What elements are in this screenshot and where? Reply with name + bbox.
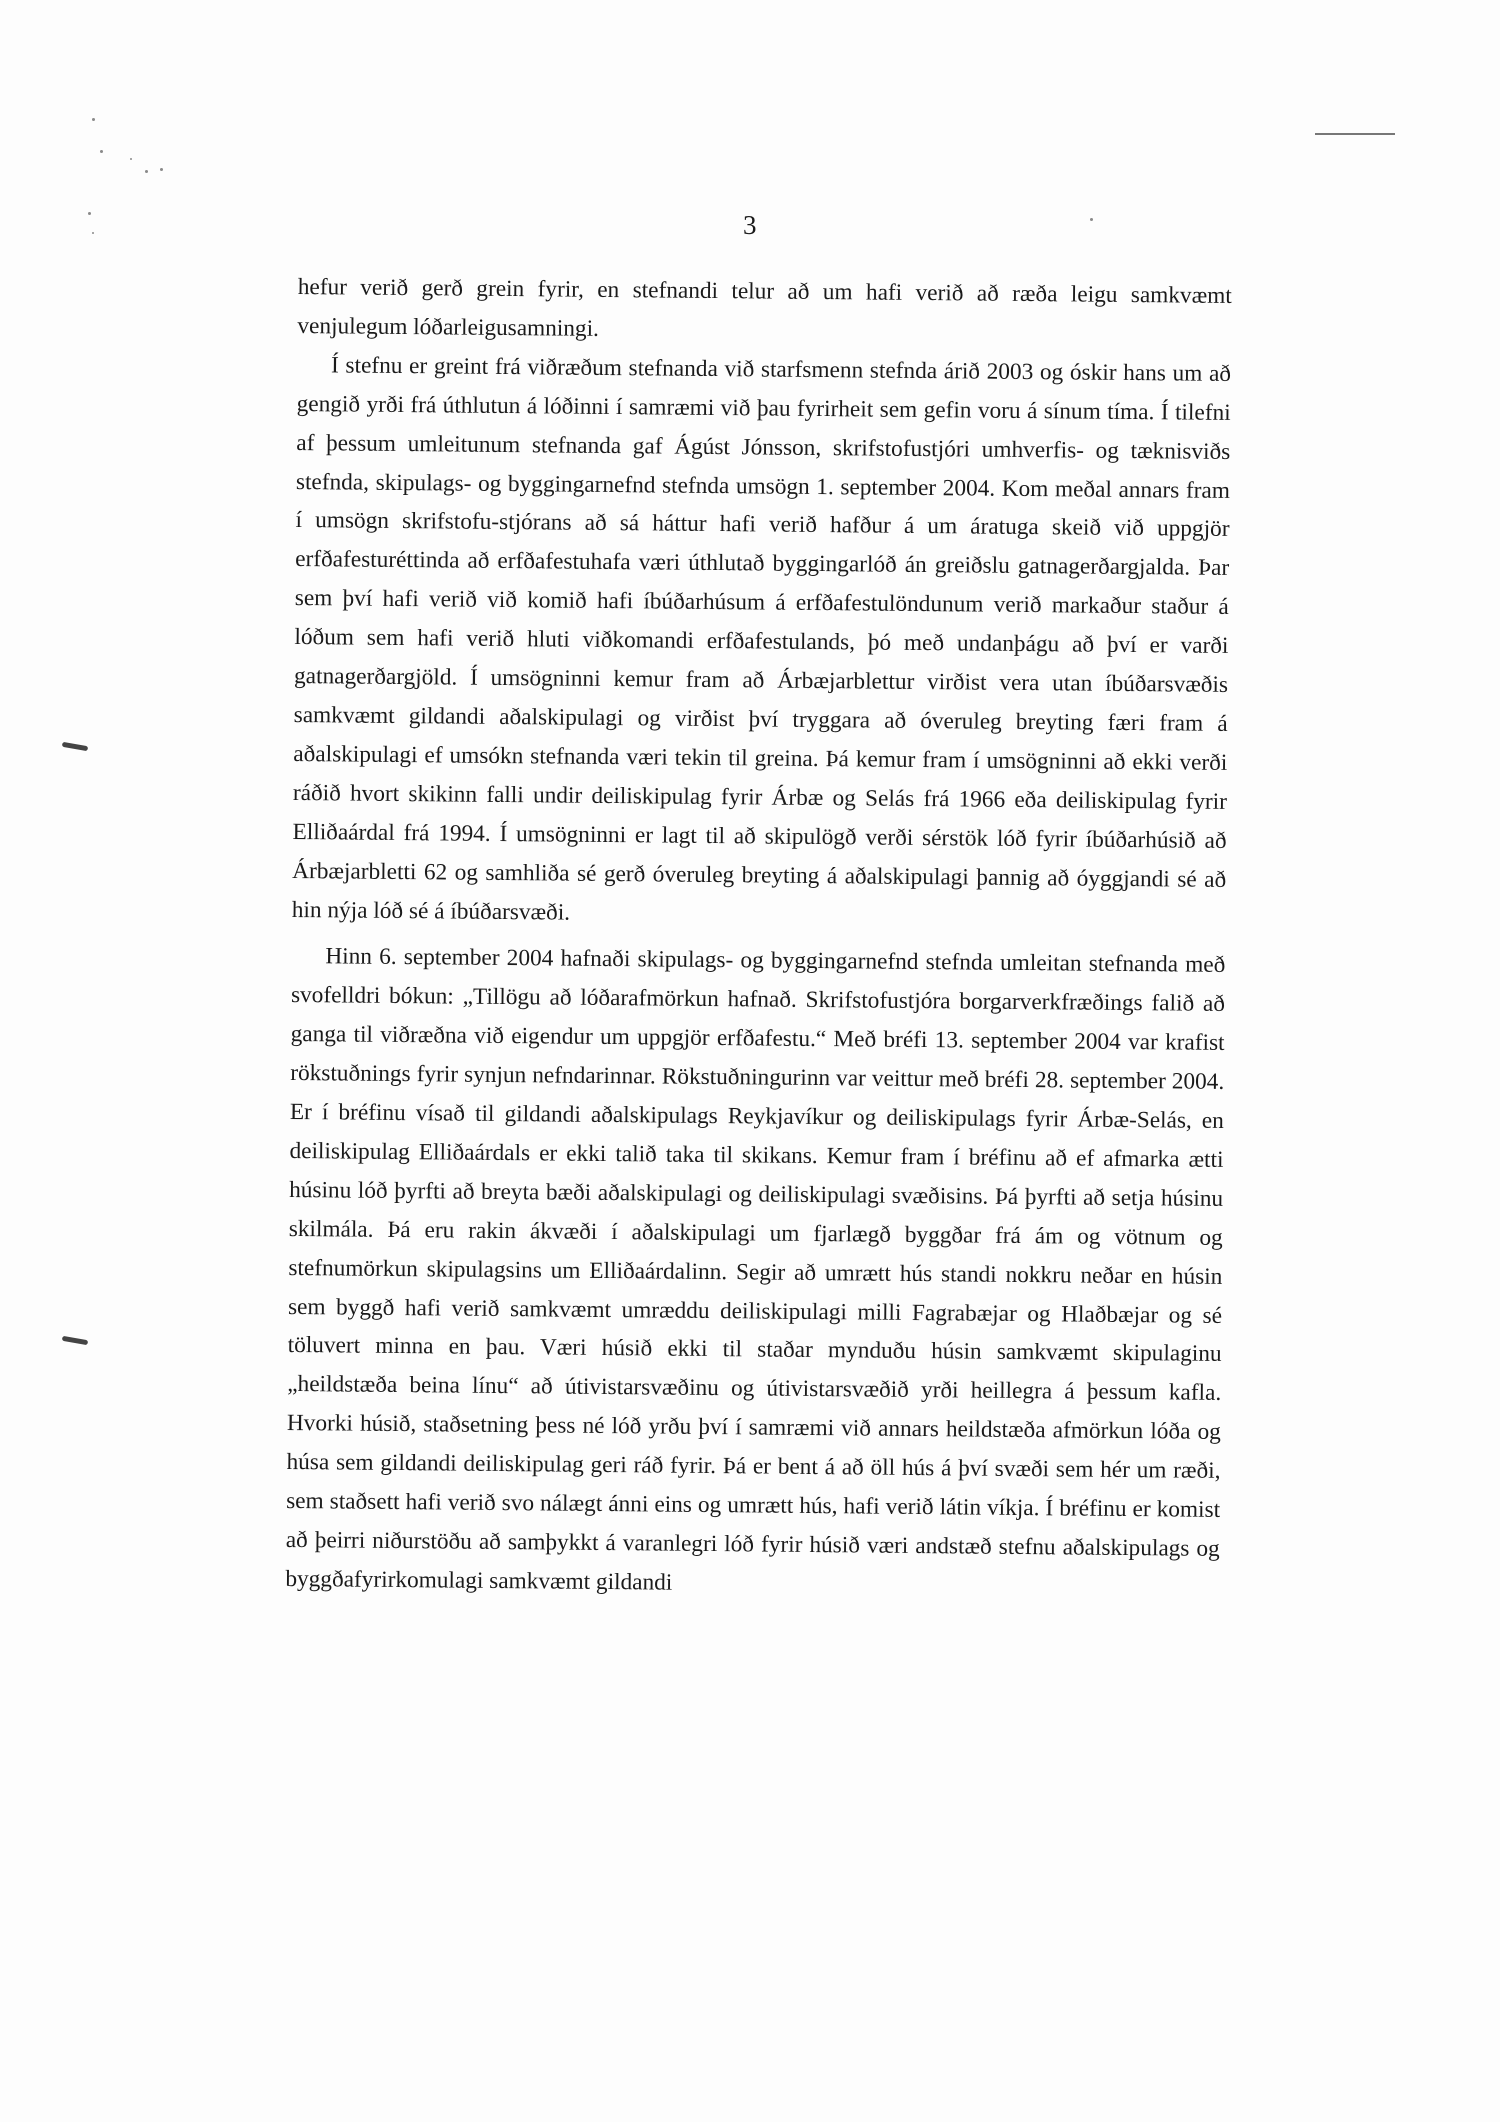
paragraph: Hinn 6. september 2004 hafnaði skipulags- og byggingarnefnd stefnda umleitan stefnanda með svofelldri bókun: „Tillögu að lóðarafmörkun hafnað. Skrifstofustjóra borgarverkfræðings falið að ganga til viðræðna við eigendur um uppgjör erfðafestu.“ Með bréfi 13. september 2004 var krafist rökstuðnings fyrir synjun nefndarinnar. Rökstuðningurinn var veittur með bréfi 28. september 2004. Er í bréfinu vísað til gildandi aðalskipulags Reykjavíkur og deiliskipulags fyrir Árbæ-Selás, en deiliskipulag Elliðaárdals er ekki talið taka til skikans. Kemur fram í bréfinu að ef afmarka ætti húsinu lóð þyrfti að breyta bæði aðalskipulagi og deiliskipulagi svæðisins. Þá þyrfti að setja húsinu skilmála. Þá eru rakin ákvæði í aðalskipulagi um fjarlægð byggðar frá ám og vötnum og stefnumörkun skipulagsins um Elliðaárdalinn. Segir að umrætt hús standi nokkru neðar en húsin sem byggð hafi verið samkvæmt umræddu deiliskipulagi milli Fagrabæjar og Hlaðbæjar og sé töluvert minna en þau. Væri húsið ekki til staðar mynduðu húsin samkvæmt skipulaginu „heildstæða beina línu“ að útivistarsvæðinu og útivistarsvæðið yrði heillegra á þessum kafla. Hvorki húsið, staðsetning þess né lóð yrðu því í samræmi við annars heildstæða afmörkun lóða og húsa sem gildandi deiliskipulag geri ráð fyrir. Þá er bent á að öll hús á því svæði sem hér um ræði, sem staðsett hafi verið svo nálægt ánni eins og umrætt hús, hafi verið látin víkja. Í bréfinu er komist að þeirri niðurstöðu að samþykkt á varanlegri lóð fyrir húsið væri andstæð stefnu aðalskipulags og byggðafyrirkomulagi samkvæmt gildandi <box>285 943 1226 1596</box>
scan-speck <box>145 170 148 173</box>
body-text <box>285 268 1232 1608</box>
paragraph: hefur verið gerð grein fyrir, en stefnandi telur að um hafi verið að ræða leigu samkvæmt venjulegum lóðarleigusamningi. <box>297 273 1232 342</box>
scan-margin-mark <box>62 742 88 751</box>
scan-speck <box>92 118 95 121</box>
scan-edge-line <box>1315 133 1395 135</box>
scan-speck <box>130 158 132 160</box>
scan-speck <box>160 168 163 171</box>
page-number: 3 <box>743 210 757 240</box>
paragraph: Í stefnu er greint frá viðræðum stefnanda við starfsmenn stefnda árið 2003 og óskir hans um að gengið yrði frá úthlutun á lóðinni í samræmi við þau fyrirheit sem gefin voru á sínum tíma. Í tilefni af þessum umleitunum stefnanda gaf Ágúst Jónsson, skrifstofustjóri umhverfis- og tæknisviðs stefnda, skipulags- og byggingarnefnd stefnda umsögn 1. september 2004. Kom meðal annars fram í umsögn skrifstofu-stjórans að sá háttur hafi verið hafður á um áratuga skeið við uppgjör erfðafesturéttinda að erfðafestuhafa væri úthlutað byggingarlóð án greiðslu gatnagerðargjalda. Þar sem því hafi verið við komið hafi íbúðarhúsum á erfðafestulöndunum verið markaður staður á lóðum sem hafi verið hluti viðkomandi erfðafestulands, þó með undanþágu að því er varði gatnagerðargjöld. Í umsögninni kemur fram að Árbæjarblettur virðist vera utan íbúðarsvæðis samkvæmt gildandi aðalskipulagi og virðist því tryggara að óveruleg breyting færi fram á aðalskipulagi ef umsókn stefnanda væri tekin til greina. Þá kemur fram í umsögninni að ekki verði ráðið hvort skikinn falli undir deiliskipulag fyrir Árbæ og Selás frá 1966 eða deiliskipulag fyrir Elliðaárdal frá 1994. Í umsögninni er lagt til að skipulögð verði sérstök lóð fyrir íbúðarhúsið að Árbæjarbletti 62 og samhliða sé gerð óveruleg breyting á aðalskipulagi þannig að óyggjandi sé að hin nýja lóð sé á íbúðarsvæði. <box>291 352 1232 926</box>
scan-margin-mark <box>62 1336 88 1345</box>
scan-speck <box>100 150 103 153</box>
